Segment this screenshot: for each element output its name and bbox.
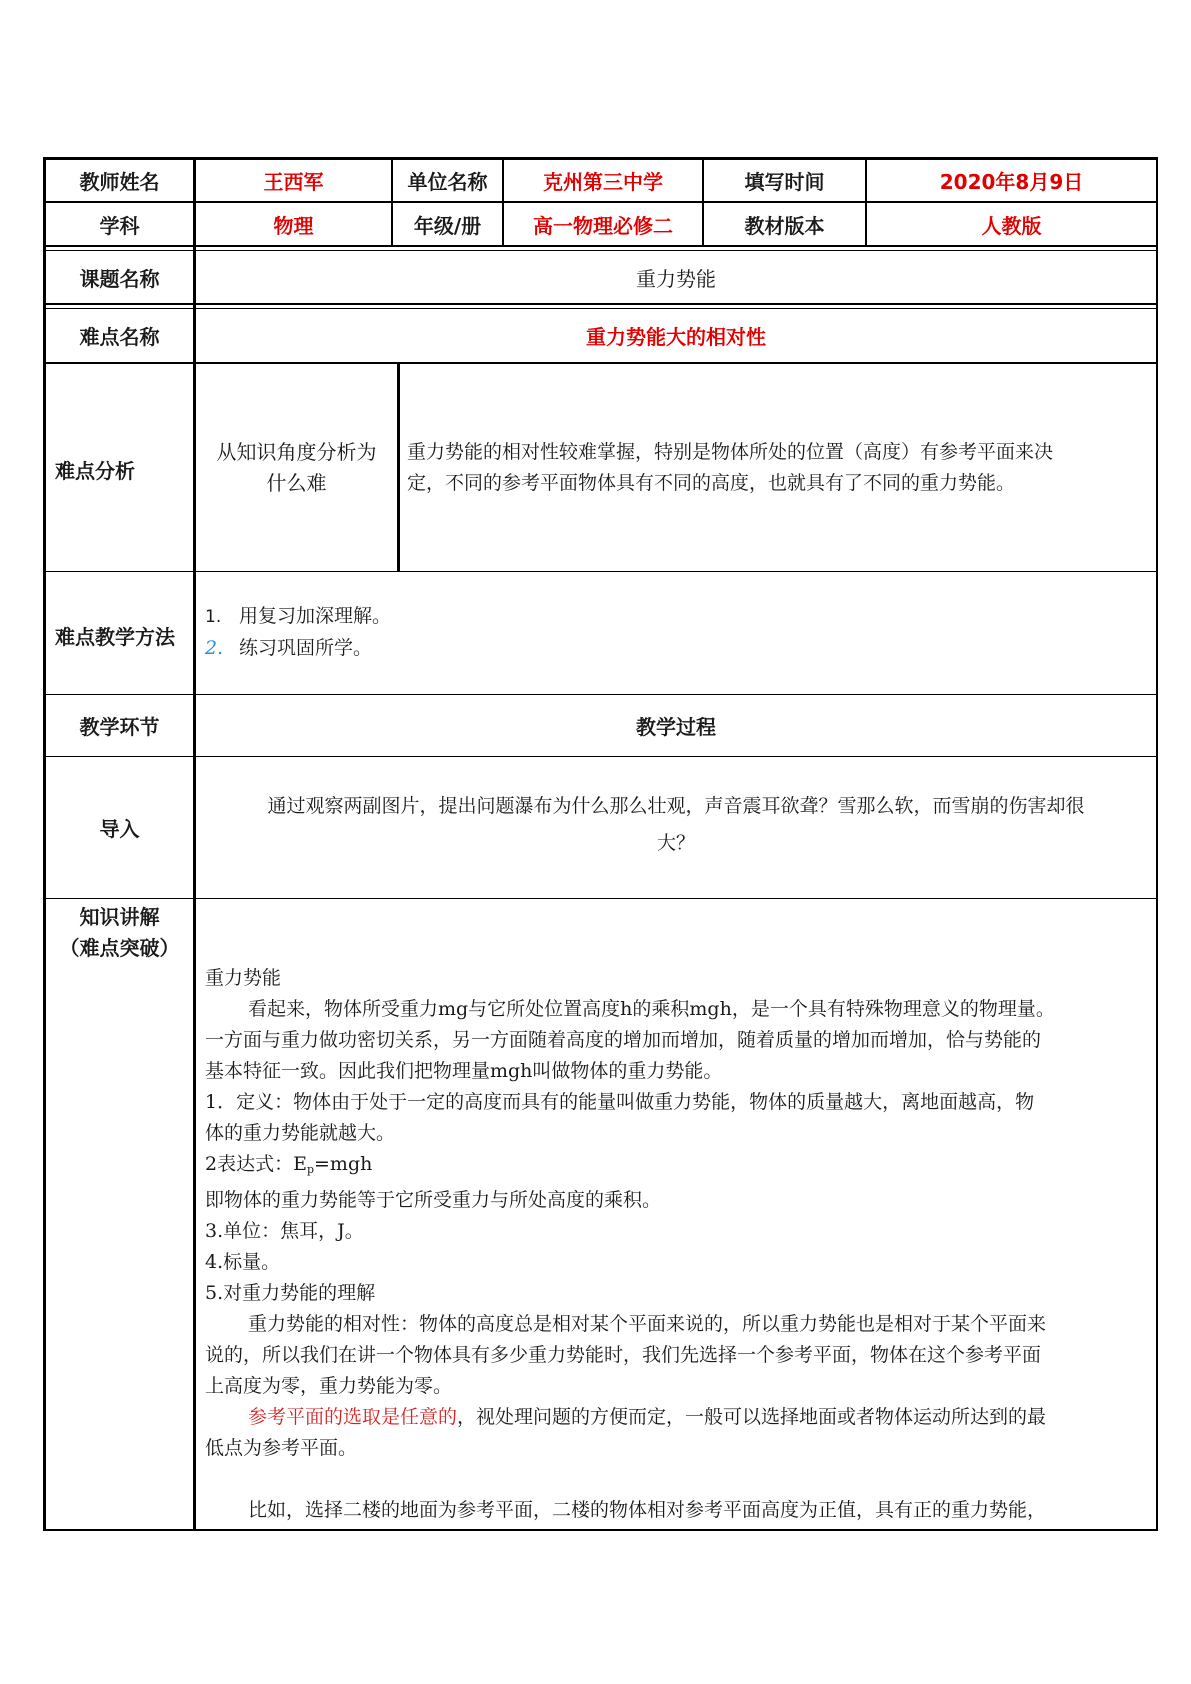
intro-line2: 大？: [656, 832, 695, 854]
knowledge-label-line2: （难点突破）: [59, 936, 180, 960]
subject-value: 物理: [273, 213, 314, 238]
process-value: 教学过程: [636, 715, 716, 739]
analysis-sublabel-line2: 什么难: [266, 471, 327, 495]
ref-red-text: 参考平面的选取是任意的: [248, 1406, 458, 1428]
expr-prefix: 2表达式：E: [205, 1153, 307, 1175]
knowledge-example-line: 比如，选择二楼的地面为参考平面，二楼的物体相对参考平面高度为正值，具有正的重力势能，: [248, 1499, 1047, 1521]
analysis-text-line1: 重力势能的相对性较难掌握，特别是物体所处的位置（高度）有参考平面来决: [407, 441, 1054, 463]
list-number: 2.: [205, 637, 224, 659]
edition-label: 教材版本: [744, 213, 825, 238]
list-text: 用复习加深理解。: [239, 605, 392, 627]
topic-value: 重力势能: [636, 266, 716, 291]
knowledge-p1-line1: 看起来，物体所受重力mg与它所处位置高度h的乘积mgh，是一个具有特殊物理意义的物理量。: [248, 998, 1055, 1020]
table-right-border: [1156, 157, 1158, 1531]
knowledge-rel-line1: 重力势能的相对性：物体的高度总是相对某个平面来说的，所以重力势能也是相对于某个平面来: [248, 1313, 1047, 1335]
difficulty-label: 难点名称: [79, 325, 160, 349]
fill-time-label: 填写时间: [744, 170, 825, 194]
grade-label: 年级/册: [413, 213, 482, 238]
method-list: [205, 601, 391, 664]
row-divider: [43, 245, 1158, 247]
process-label: 教学环节: [79, 715, 160, 739]
row-divider: [43, 571, 1158, 572]
teacher-name-label: 教师姓名: [79, 170, 160, 194]
list-item: [205, 601, 391, 633]
knowledge-rel-line3: 上高度为零，重力势能为零。: [205, 1375, 453, 1397]
unit-name-value: 克州第三中学: [543, 170, 663, 194]
analysis-sublabel-line1: 从知识角度分析为: [216, 440, 377, 464]
expr-suffix: =mgh: [314, 1153, 373, 1175]
analysis-text-line2: 定，不同的参考平面物体具有不同的高度，也就具有了不同的重力势能。: [407, 472, 1016, 494]
unit-name-label: 单位名称: [407, 170, 488, 194]
table-bottom-border: [43, 1529, 1158, 1531]
knowledge-understand: 5.对重力势能的理解: [205, 1282, 376, 1304]
fill-time-value: 2020年8月9日: [939, 170, 1084, 194]
knowledge-p1-line3: 基本特征一致。因此我们把物理量mgh叫做物体的重力势能。: [205, 1060, 723, 1082]
knowledge-label: [46, 902, 193, 964]
list-text: 练习巩固所学。: [239, 637, 373, 659]
knowledge-ref-line1: [205, 1402, 1145, 1433]
expr-sub: p: [306, 1163, 315, 1176]
row-divider: [43, 303, 1158, 305]
knowledge-scalar: 4.标量。: [205, 1251, 281, 1273]
knowledge-expression: [205, 1149, 1145, 1185]
difficulty-value: 重力势能大的相对性: [586, 325, 766, 349]
knowledge-ref-line2: 低点为参考平面。: [205, 1437, 358, 1459]
knowledge-def-line2: 体的重力势能就越大。: [205, 1122, 396, 1144]
intro-text: [196, 788, 1156, 862]
knowledge-def-line1: 1．定义：物体由于处于一定的高度而具有的能量叫做重力势能，物体的质量越大，离地面越高，物: [205, 1091, 1035, 1113]
method-label: 难点教学方法: [55, 625, 175, 649]
analysis-col-border: [397, 362, 400, 572]
grade-value: 高一物理必修二: [533, 213, 673, 238]
knowledge-p1-line2: 一方面与重力做功密切关系，另一方面随着高度的增加而增加，随着质量的增加而增加，恰与势能的: [205, 1029, 1042, 1051]
analysis-text: [407, 437, 1152, 499]
knowledge-label-line1: 知识讲解: [79, 905, 160, 929]
analysis-label: 难点分析: [55, 459, 135, 483]
knowledge-body: [205, 963, 1145, 1526]
knowledge-unit: 3.单位：焦耳，J。: [205, 1220, 364, 1242]
edition-value: 人教版: [981, 213, 1042, 238]
ref-rest-text: ，视处理问题的方便而定，一般可以选择地面或者物体运动所达到的最: [457, 1406, 1047, 1428]
knowledge-expr-note: 即物体的重力势能等于它所受重力与所处高度的乘积。: [205, 1189, 662, 1211]
intro-label: 导入: [99, 817, 140, 841]
blank-line: [205, 1464, 1145, 1495]
row-divider: [43, 756, 1158, 757]
row-divider: [43, 898, 1158, 899]
list-item: [205, 633, 391, 664]
intro-line1: 通过观察两副图片，提出问题瀑布为什么那么壮观，声音震耳欲聋？雪那么软，而雪崩的伤害却很: [267, 795, 1085, 817]
knowledge-heading: 重力势能: [205, 967, 282, 989]
teacher-name-value: 王西军: [263, 170, 324, 194]
list-number: 1.: [205, 607, 222, 627]
topic-label: 课题名称: [79, 266, 160, 291]
knowledge-rel-line2: 说的，所以我们在讲一个物体具有多少重力势能时，我们先选择一个参考平面，物体在这个参考平面: [205, 1344, 1042, 1366]
analysis-sublabel: [196, 437, 397, 499]
row-divider: [43, 362, 1158, 364]
subject-label: 学科: [99, 213, 140, 238]
